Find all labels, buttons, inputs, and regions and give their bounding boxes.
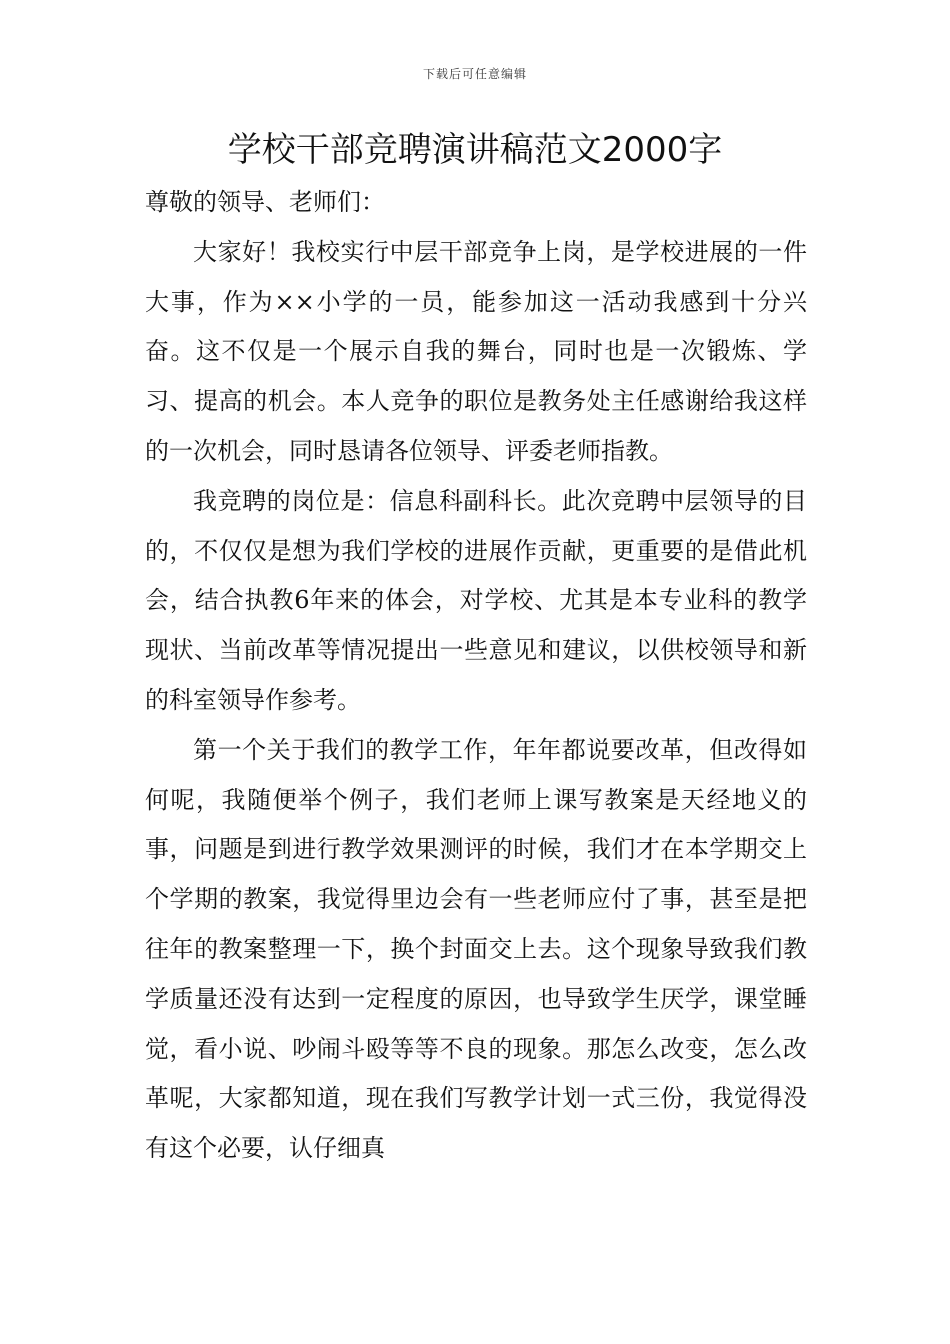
- paragraph-2: 我竞聘的岗位是：信息科副科长。此次竞聘中层领导的目的，不仅仅是想为我们学校的进展作贡献，更重要的是借此机会，结合执教6年来的体会，对学校、尤其是本专业科的教学现状、当前改革等情况提出一些意见和建议，以供校领导和新的科室领导作参考。: [145, 486, 807, 714]
- paragraph-3: 第一个关于我们的教学工作，年年都说要改革，但改得如何呢，我随便举个例子，我们老师上课写教案是天经地义的事，问题是到进行教学效果测评的时候，我们才在本学期交上个学期的教案，我觉得里边会有一些老师应付了事，甚至是把往年的教案整理一下，换个封面交上去。这个现象导致我们教学质量还没有达到一定程度的原因，也导致学生厌学，课堂睡觉，看小说、吵闹斗殴等等不良的现象。那怎么改变，怎么改革呢，大家都知道，现在我们写教学计划一式三份，我觉得没有这个必要，认仔细真: [145, 735, 807, 1163]
- salutation: 尊敬的领导、老师们：: [145, 188, 385, 216]
- header-note: 下载后可任意编辑: [422, 67, 527, 81]
- paragraph-1: 大家好！我校实行中层干部竞争上岗，是学校进展的一件大事，作为××小学的一员，能参加这一活动我感到十分兴奋。这不仅是一个展示自我的舞台，同时也是一次锻炼、学习、提高的机会。本人竞争的职位是教务处主任感谢给我这样的一次机会，同时恳请各位领导、评委老师指教。: [145, 237, 807, 465]
- document-body: [145, 178, 807, 1174]
- document-title: 学校干部竞聘演讲稿范文2000字: [227, 130, 723, 170]
